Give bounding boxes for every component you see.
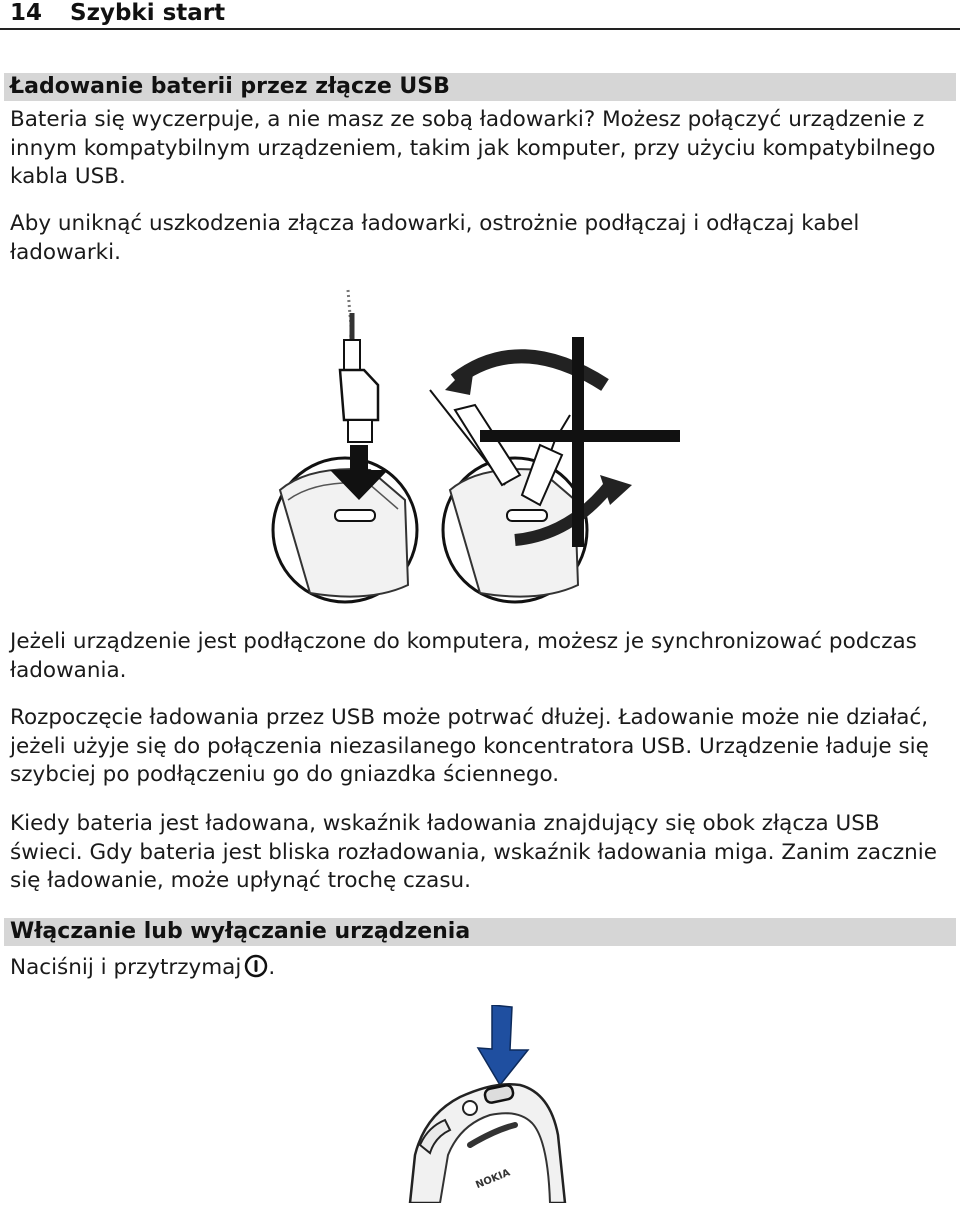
section-title-power: Włączanie lub wyłączanie urządzenia bbox=[10, 919, 471, 944]
press-arrow-icon bbox=[478, 1005, 528, 1085]
usb-insert-detail bbox=[273, 290, 417, 602]
chapter-title: Szybki start bbox=[70, 0, 226, 26]
power-key-illustration bbox=[400, 1005, 580, 1203]
paragraph-power-instruction bbox=[10, 954, 955, 987]
page-number: 14 bbox=[10, 0, 43, 26]
page-header bbox=[0, 0, 960, 30]
paragraph-usb-sync: Jeżeli urządzenie jest podłączone do komputera, możesz je synchronizować podczas ładowania. bbox=[10, 629, 917, 683]
power-instruction-end: . bbox=[268, 955, 276, 980]
paragraph-usb-caution: Aby uniknąć uszkodzenia złącza ładowarki, ostrożnie podłączaj i odłączaj kabel ładowarki. bbox=[10, 211, 860, 265]
paragraph-usb-intro: Bateria się wyczerpuje, a nie masz ze sobą ładowarki? Możesz połączyć urządzenie z innym kompatybilnym urządzeniem, takim jak komputer, przy użyciu kompatybilnego kabla USB. bbox=[10, 107, 936, 189]
section-title-usb: Ładowanie baterii przez złącze USB bbox=[10, 74, 450, 99]
header-rule bbox=[0, 28, 960, 30]
brand-logo: NOKIA bbox=[474, 1167, 512, 1192]
usb-twist-warning-detail bbox=[430, 337, 680, 602]
power-key-icon bbox=[244, 954, 268, 987]
power-instruction-text: Naciśnij i przytrzymaj bbox=[10, 955, 242, 980]
paragraph-charging-indicator: Kiedy bateria jest ładowana, wskaźnik ładowania znajdujący się obok złącza USB świeci. Gdy bateria jest bliska rozładowania, wskaźnik ładowania miga. Zanim zacznie się ładowanie, może upłynąć trochę czasu. bbox=[10, 811, 937, 893]
paragraph-usb-duration: Rozpoczęcie ładowania przez USB może potrwać dłużej. Ładowanie może nie działać, jeżeli użyje się do połączenia niezasilanego koncentratora USB. Urządzenie ładuje się szybciej po podłączeniu go do gniazdka ściennego. bbox=[10, 705, 929, 787]
usb-connection-illustration bbox=[270, 285, 690, 615]
